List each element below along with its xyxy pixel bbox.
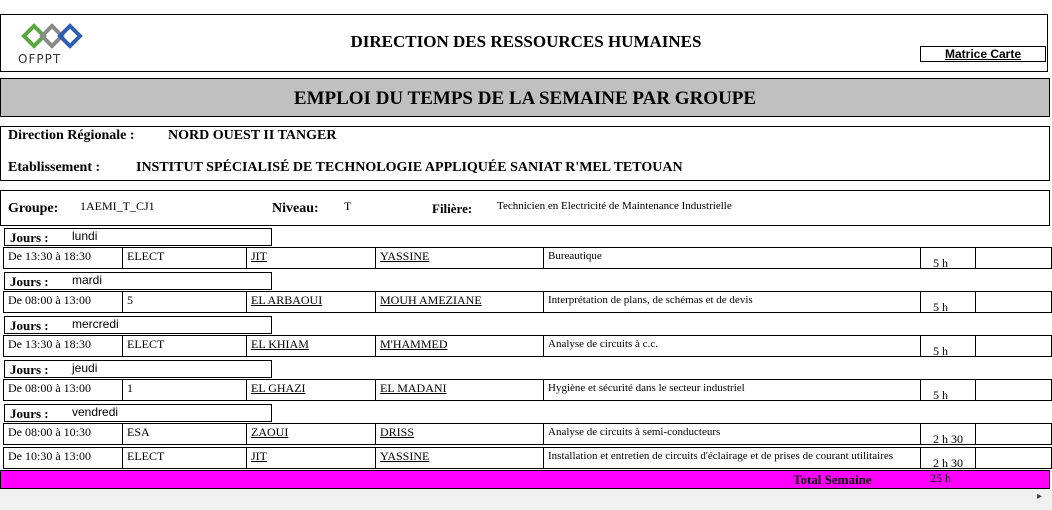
session-time: De 08:00 à 13:00: [3, 291, 122, 313]
day-label: Jours :: [10, 318, 49, 333]
session-time: De 13:30 à 18:30: [3, 335, 122, 357]
filiere-label: Filière:: [432, 201, 473, 216]
trainer-last-name-link[interactable]: JIT: [246, 447, 375, 469]
session-blank-cell: [975, 335, 1052, 357]
session-hours: 2 h 30: [933, 456, 963, 469]
total-value: 25 h: [930, 471, 951, 485]
trainer-first-name-link[interactable]: M'HAMMED: [375, 335, 543, 357]
day-label: Jours :: [10, 274, 49, 289]
session-code: 1: [122, 379, 246, 401]
trainer-first-name-link[interactable]: DRISS: [375, 423, 543, 445]
session-code: ELECT: [122, 247, 246, 269]
session-blank-cell: [975, 379, 1052, 401]
groupe-label: Groupe:: [8, 201, 59, 216]
session-module: Hygiène et sécurité dans le secteur industriel: [543, 379, 920, 401]
day-header-vendredi: [4, 404, 272, 422]
session-blank-cell: [975, 247, 1052, 269]
session-blank-cell: [975, 447, 1052, 469]
session-row: [3, 291, 1052, 313]
session-module: Installation et entretien de circuits d'éclairage et de prises de courant utilitaires: [543, 447, 920, 469]
session-hours-cell: [920, 379, 975, 401]
day-header-mardi: [4, 272, 272, 290]
trainer-last-name-link[interactable]: EL KHIAM: [246, 335, 375, 357]
session-hours: 5 h: [933, 256, 948, 269]
session-module: Analyse de circuits à semi-conducteurs: [543, 423, 920, 445]
session-module: Bureautique: [543, 247, 920, 269]
day-header-jeudi: [4, 360, 272, 378]
session-row: [3, 423, 1052, 445]
session-time: De 10:30 à 13:00: [3, 447, 122, 469]
session-hours-cell: [920, 247, 975, 269]
session-hours: 2 h 30: [933, 432, 963, 445]
groupe-value: 1AEMI_T_CJ1: [80, 199, 155, 213]
day-name: lundi: [72, 229, 98, 243]
day-name: jeudi: [72, 361, 98, 375]
session-code: 5: [122, 291, 246, 313]
session-row: [3, 335, 1052, 357]
trainer-first-name-link[interactable]: YASSINE: [375, 247, 543, 269]
matrice-carte-button[interactable]: Matrice Carte: [920, 46, 1046, 62]
niveau-value: T: [344, 199, 352, 213]
session-time: De 08:00 à 10:30: [3, 423, 122, 445]
session-hours-cell: [920, 423, 975, 445]
day-label: Jours :: [10, 406, 49, 421]
niveau-label: Niveau:: [272, 201, 319, 216]
session-blank-cell: [975, 291, 1052, 313]
trainer-last-name-link[interactable]: EL GHAZI: [246, 379, 375, 401]
session-code: ESA: [122, 423, 246, 445]
session-hours: 5 h: [933, 388, 948, 401]
day-name: vendredi: [72, 405, 119, 419]
trainer-first-name-link[interactable]: MOUH AMEZIANE: [375, 291, 543, 313]
page-title: EMPLOI DU TEMPS DE LA SEMAINE PAR GROUPE: [0, 78, 1050, 117]
trainer-last-name-link[interactable]: JIT: [246, 247, 375, 269]
session-module: Interprétation de plans, de schémas et de devis: [543, 291, 920, 313]
day-label: Jours :: [10, 362, 49, 377]
session-time: De 13:30 à 18:30: [3, 247, 122, 269]
chevron-right-icon[interactable]: ▸: [1037, 491, 1043, 502]
total-label: Total Semaine: [793, 472, 872, 487]
session-time: De 08:00 à 13:00: [3, 379, 122, 401]
session-row: [3, 379, 1052, 401]
session-hours: 5 h: [933, 300, 948, 313]
logo-text: OFPPT: [18, 52, 62, 66]
direction-value: NORD OUEST II TANGER: [168, 128, 337, 143]
session-row: [3, 447, 1052, 469]
day-name: mardi: [72, 273, 103, 287]
horizontal-scrollbar[interactable]: [0, 489, 1052, 510]
day-header-lundi: [4, 228, 272, 246]
filiere-value: Technicien en Electricité de Maintenance Industrielle: [497, 200, 732, 212]
trainer-first-name-link[interactable]: EL MADANI: [375, 379, 543, 401]
session-code: ELECT: [122, 335, 246, 357]
session-hours-cell: [920, 291, 975, 313]
etablissement-label: Etablissement :: [8, 160, 101, 175]
direction-label: Direction Régionale :: [8, 128, 135, 143]
session-code: ELECT: [122, 447, 246, 469]
day-name: mercredi: [72, 317, 119, 331]
session-row: [3, 247, 1052, 269]
day-label: Jours :: [10, 230, 49, 245]
trainer-first-name-link[interactable]: YASSINE: [375, 447, 543, 469]
session-hours-cell: [920, 335, 975, 357]
page-header-title: DIRECTION DES RESSOURCES HUMAINES: [350, 32, 702, 51]
session-hours-cell: [920, 447, 975, 469]
trainer-last-name-link[interactable]: ZAOUI: [246, 423, 375, 445]
session-blank-cell: [975, 423, 1052, 445]
day-header-mercredi: [4, 316, 272, 334]
session-hours: 5 h: [933, 344, 948, 357]
etablissement-value: INSTITUT SPÉCIALISÉ DE TECHNOLOGIE APPLIQUÉE SANIAT R'MEL TETOUAN: [136, 160, 683, 175]
total-bar: [0, 470, 1050, 489]
trainer-last-name-link[interactable]: EL ARBAOUI: [246, 291, 375, 313]
session-module: Analyse de circuits à c.c.: [543, 335, 920, 357]
